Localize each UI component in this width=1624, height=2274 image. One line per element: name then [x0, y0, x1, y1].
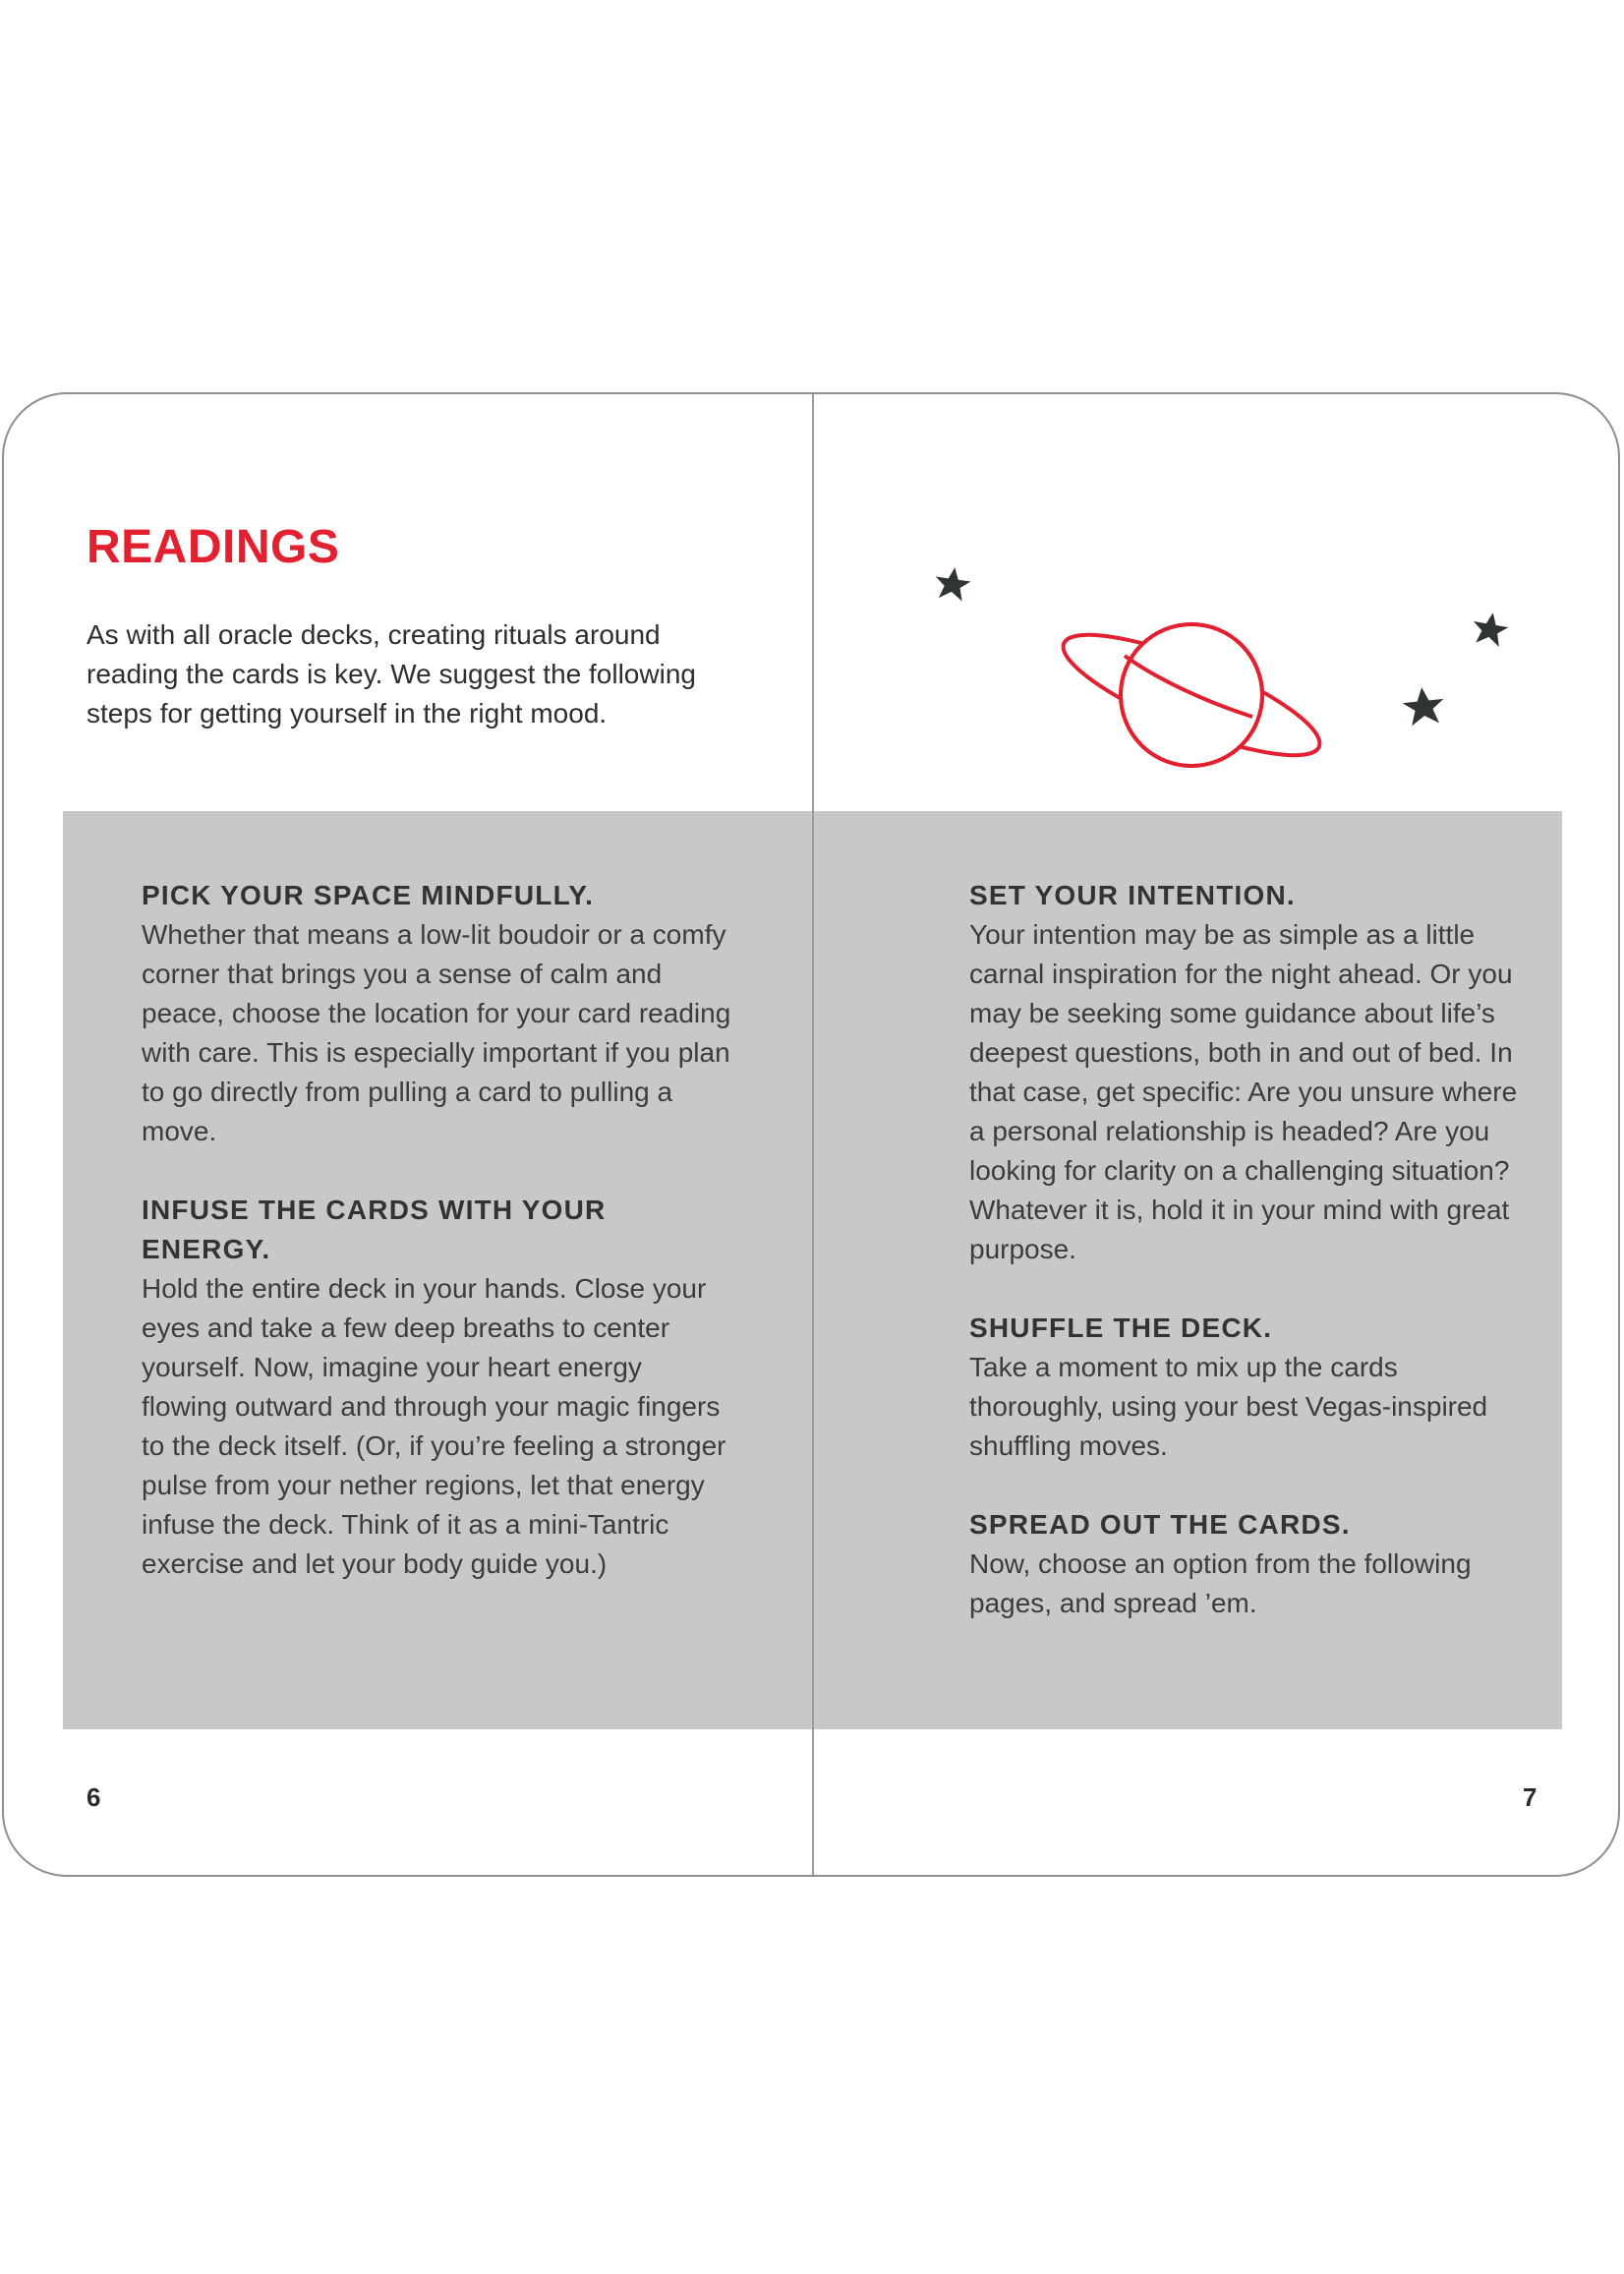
intro-paragraph: As with all oracle decks, creating rituals around reading the cards is key. We suggest the following steps for getting yourself in the right mood. [87, 619, 696, 729]
step-shuffle-deck [969, 1309, 1530, 1466]
step-heading: SET YOUR INTENTION. [969, 880, 1296, 910]
planet-icon [1051, 612, 1331, 768]
left-steps-column [142, 876, 731, 1623]
star-icon [1470, 610, 1510, 648]
step-infuse-cards [142, 1191, 731, 1584]
step-body: Take a moment to mix up the cards thoroughly, using your best Vegas-inspired shuffling moves. [969, 1352, 1488, 1461]
step-set-intention [969, 876, 1530, 1269]
step-heading: PICK YOUR SPACE MINDFULLY. [142, 880, 595, 910]
star-icon [933, 565, 972, 603]
step-heading: SHUFFLE THE DECK. [969, 1312, 1273, 1343]
space-illustration [928, 453, 1537, 768]
step-body: Whether that means a low-lit boudoir or a comfy corner that brings you a sense of calm and peace, choose the location for your card reading with care. This is especially important if you plan to go directly from pulling a card to pulling a move. [142, 919, 731, 1146]
step-body: Hold the entire deck in your hands. Close your eyes and take a few deep breaths to center yourself. Now, imagine your heart energy flowing outward and through your magic fingers to the deck itself. (Or, if you’re feeling a stronger pulse from your nether regions, let that energy infuse the deck. Think of it as a mini-Tantric exercise and let your body guide you.) [142, 1273, 726, 1579]
book-spine [812, 394, 814, 1875]
step-body: Your intention may be as simple as a little carnal inspiration for the night ahead. Or you may be seeking some guidance about life’s deepest questions, both in and out of bed. In that case, get specific: Are you unsure where a personal relationship is headed? Are you looking for clarity on a challenging situation? Whatever it is, hold it in your mind with great purpose. [969, 919, 1518, 1264]
step-heading: INFUSE THE CARDS WITH YOUR ENERGY. [142, 1195, 607, 1264]
open-booklet-spread [2, 392, 1620, 1877]
right-steps-column [969, 876, 1530, 1662]
page-number-right: 7 [1523, 1782, 1537, 1812]
step-body: Now, choose an option from the following pages, and spread ’em. [969, 1548, 1472, 1618]
step-spread-cards [969, 1505, 1530, 1623]
page-number-left: 6 [87, 1782, 101, 1812]
star-icon [1401, 685, 1446, 727]
page-title: READINGS [87, 521, 340, 573]
step-heading: SPREAD OUT THE CARDS. [969, 1509, 1351, 1540]
step-pick-space [142, 876, 731, 1151]
